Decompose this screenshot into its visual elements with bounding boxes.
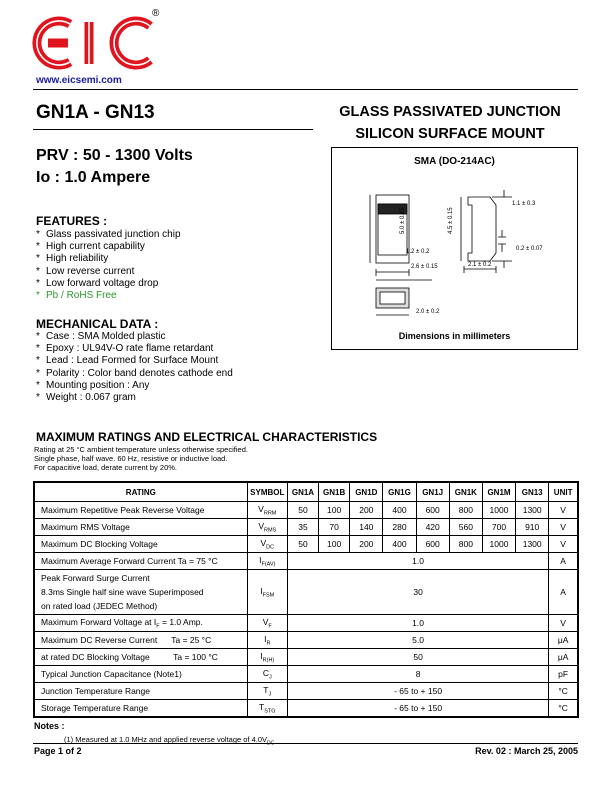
value-cell: 50 — [287, 649, 548, 666]
mechanical-heading: MECHANICAL DATA : — [36, 317, 159, 331]
table-row — [34, 570, 578, 615]
rating-note-1: Rating at 25 °C ambient temperature unless otherwise specified. — [34, 445, 248, 454]
dim-2: 5.0 ± 0.15 — [400, 207, 406, 234]
features-list — [36, 229, 181, 302]
company-logo — [32, 14, 162, 70]
io-rating: Io : 1.0 Ampere — [36, 169, 151, 186]
unit-cell: A — [549, 553, 578, 570]
part-number-title: GN1A - GN13 — [36, 102, 155, 123]
value-cell: 1.0 — [287, 615, 548, 632]
dimensions-caption: Dimensions in millimeters — [398, 331, 511, 341]
ratings-table — [33, 481, 579, 718]
value-cell: 400 — [383, 536, 416, 553]
table-row — [34, 519, 578, 536]
list-item: * Polarity : Color band denotes cathode end — [36, 367, 233, 379]
dim-6: 2.6 ± 0.15 — [411, 264, 438, 270]
column-header: GN1K — [449, 482, 482, 502]
value-cell: 600 — [416, 502, 449, 519]
value-cell: 200 — [350, 536, 383, 553]
table-header-row — [34, 482, 578, 502]
rating-label: Maximum DC Blocking Voltage — [34, 536, 247, 553]
rating-label: Maximum Forward Voltage at $I_F = 1.0$ Amp. — [34, 615, 247, 632]
value-cell: 600 — [416, 536, 449, 553]
value-cell: 700 — [482, 519, 515, 536]
unit-cell: V — [549, 502, 578, 519]
table-row — [34, 502, 578, 519]
rating-label: Maximum Repetitive Peak Reverse Voltage — [34, 502, 247, 519]
column-header: UNIT — [549, 482, 578, 502]
rating-label: Junction Temperature Range — [34, 683, 247, 700]
value-cell: 400 — [383, 502, 416, 519]
symbol-cell: $I_R$ — [247, 632, 287, 649]
value-cell: 800 — [449, 502, 482, 519]
column-header: SYMBOL — [247, 482, 287, 502]
symbol-cell: $V_{DC}$ — [247, 536, 287, 553]
table-row — [34, 632, 578, 649]
package-outline-drawing — [332, 170, 577, 335]
value-cell: 1300 — [516, 536, 549, 553]
table-row — [34, 649, 578, 666]
list-item: * Glass passivated junction chip — [36, 229, 181, 240]
value-cell: 70 — [319, 519, 350, 536]
dim-3: 4.5 ± 0.15 — [448, 207, 454, 234]
unit-cell: °C — [549, 683, 578, 700]
rating-label: Peak Forward Surge Current 8.3ms Single half sine wave Superimposed on rated load (JEDEC Method) — [34, 570, 247, 615]
table-row — [34, 536, 578, 553]
value-cell: 1000 — [482, 502, 515, 519]
dim-7: 2.1 ± 0.2 — [468, 262, 492, 268]
column-header: GN1G — [383, 482, 416, 502]
symbol-cell: $V_F$ — [247, 615, 287, 632]
symbol-cell: $C_J$ — [247, 666, 287, 683]
ratings-heading: MAXIMUM RATINGS AND ELECTRICAL CHARACTERISTICS — [36, 430, 378, 444]
value-cell: 910 — [516, 519, 549, 536]
package-name: SMA (DO-214AC) — [414, 156, 495, 167]
unit-cell: V — [549, 536, 578, 553]
unit-cell: V — [549, 519, 578, 536]
table-row — [34, 683, 578, 700]
unit-cell: °C — [549, 700, 578, 718]
value-cell: 140 — [350, 519, 383, 536]
value-cell: 1000 — [482, 536, 515, 553]
list-item: * Mounting position : Any — [36, 379, 150, 391]
rating-label: Maximum DC Reverse Current Ta = 25 °C — [34, 632, 247, 649]
value-cell: - 65 to + 150 — [287, 683, 548, 700]
list-item: * Weight : 0.067 gram — [36, 391, 136, 403]
value-cell: 800 — [449, 536, 482, 553]
value-cell: 5.0 — [287, 632, 548, 649]
rating-label: Typical Junction Capacitance (Note1) — [34, 666, 247, 683]
column-header: GN1A — [287, 482, 318, 502]
value-cell: 8 — [287, 666, 548, 683]
symbol-cell: $V_{RMS}$ — [247, 519, 287, 536]
value-cell: 1.0 — [287, 553, 548, 570]
rating-label: Storage Temperature Range — [34, 700, 247, 718]
header-divider — [33, 89, 578, 90]
symbol-cell: $T_J$ — [247, 683, 287, 700]
list-item: * Low reverse current — [36, 265, 135, 277]
value-cell: 200 — [350, 502, 383, 519]
value-cell: 1300 — [516, 502, 549, 519]
value-cell: 50 — [287, 502, 318, 519]
value-cell: 100 — [319, 536, 350, 553]
footer-divider — [33, 743, 578, 744]
unit-cell: μA — [549, 632, 578, 649]
table-row — [34, 666, 578, 683]
value-cell: - 65 to + 150 — [287, 700, 548, 718]
dim-4: 0.2 ± 0.07 — [516, 246, 543, 252]
unit-cell: μA — [549, 649, 578, 666]
symbol-cell: $I_{F(AV)}$ — [247, 553, 287, 570]
rating-label: Maximum Average Forward Current Ta = 75 °C — [34, 553, 247, 570]
features-heading: FEATURES : — [36, 214, 108, 228]
list-item: * Lead : Lead Formed for Surface Mount — [36, 355, 219, 367]
value-cell: 35 — [287, 519, 318, 536]
package-diagram-box — [331, 147, 578, 350]
value-cell: 280 — [383, 519, 416, 536]
list-item: * Epoxy : UL94V-O rate flame retardant — [36, 343, 214, 355]
website-link[interactable]: www.eicsemi.com — [36, 75, 122, 86]
table-row — [34, 700, 578, 718]
list-item: * High current capability — [36, 241, 145, 253]
unit-cell: V — [549, 615, 578, 632]
prv-rating: PRV : 50 - 1300 Volts — [36, 147, 193, 164]
registered-mark: ® — [152, 8, 160, 19]
revision-date: Rev. 02 : March 25, 2005 — [475, 746, 578, 756]
unit-cell: A — [549, 570, 578, 615]
dim-8: 2.0 ± 0.2 — [416, 309, 440, 315]
symbol-cell: $I_{FSM}$ — [247, 570, 287, 615]
column-header: GN1J — [416, 482, 449, 502]
mechanical-list — [36, 331, 233, 404]
rating-note-3: For capacitive load, derate current by 20%. — [34, 463, 177, 472]
unit-cell: pF — [549, 666, 578, 683]
column-header: GN1D — [350, 482, 383, 502]
column-header: GN1B — [319, 482, 350, 502]
rohs-list-item: * Pb / RoHS Free — [36, 289, 117, 301]
value-cell: 50 — [287, 536, 318, 553]
dim-1: 1.1 ± 0.3 — [512, 201, 536, 207]
symbol-cell: $V_{RRM}$ — [247, 502, 287, 519]
column-header: GN13 — [516, 482, 549, 502]
list-item: * Case : SMA Molded plastic — [36, 331, 166, 342]
value-cell: 30 — [287, 570, 548, 615]
page-number: Page 1 of 2 — [34, 746, 82, 756]
symbol-cell: $T_{STG}$ — [247, 700, 287, 718]
value-cell: 420 — [416, 519, 449, 536]
product-title-line2: SILICON SURFACE MOUNT — [355, 126, 545, 142]
value-cell: 560 — [449, 519, 482, 536]
table-row — [34, 553, 578, 570]
table-row — [34, 615, 578, 632]
product-title-line1: GLASS PASSIVATED JUNCTION — [339, 104, 561, 120]
value-cell: 100 — [319, 502, 350, 519]
symbol-cell: $I_{R(H)}$ — [247, 649, 287, 666]
rating-label: Maximum RMS Voltage — [34, 519, 247, 536]
notes-heading: Notes : — [34, 721, 65, 731]
column-header: GN1M — [482, 482, 515, 502]
list-item: * Low forward voltage drop — [36, 277, 159, 289]
title-divider — [33, 129, 313, 130]
dim-5: 1.2 ± 0.2 — [406, 249, 430, 255]
note-1: (1) Measured at 1.0 MHz and applied reverse voltage of $4.0V_{DC}$ — [64, 735, 275, 747]
rating-label: at rated DC Blocking Voltage Ta = 100 °C — [34, 649, 247, 666]
rating-note-2: Single phase, half wave. 60 Hz, resistive or inductive load. — [34, 454, 228, 463]
list-item: * High reliability — [36, 253, 109, 265]
column-header: RATING — [34, 482, 247, 502]
